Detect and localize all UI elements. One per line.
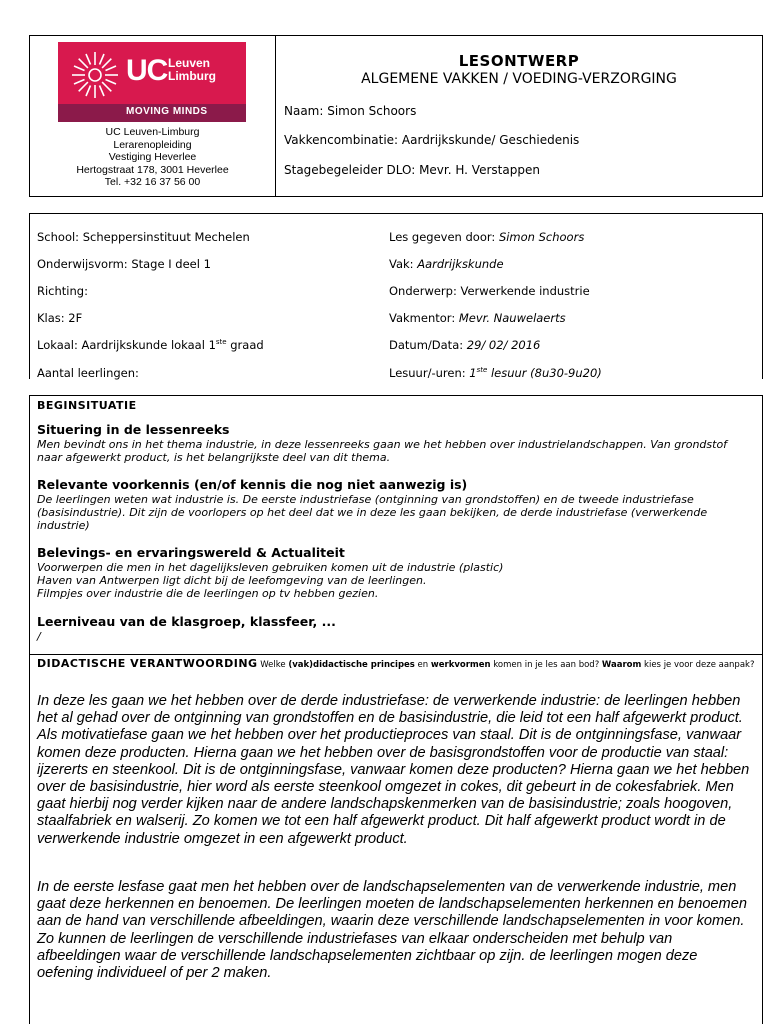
- logo-uc-text: UC: [126, 54, 168, 87]
- onderwerp-field: Onderwerp: Verwerkende industrie: [389, 284, 590, 298]
- les-gegeven-field: [389, 230, 584, 244]
- didactisch-q7: kies je voor deze aanpak?: [641, 660, 755, 670]
- belevings-heading: Belevings- en ervaringswereld & Actualiteit: [37, 545, 345, 560]
- institution-address: [30, 126, 275, 189]
- datum-value: 29/ 02/ 2016: [466, 338, 541, 352]
- didactisch-paragraph-2: In de eerste lesfase gaat men het hebben over de landschapselementen van de verwerkende industrie, men gaat deze herkennen en benoemen. De leerlingen moeten de landschapselementen herkennen en benoemen aan de hand van verschillende afbeeldingen, waarin deze verschillende landschapselementen in voor komen. Zo kunnen de leerlingen de verschillende industriefases van elkaar onderscheiden met behulp van afbeeldingen waar de verschillende landschapselementen zichtbaar op zijn. de leerlingen mogen deze oefening individueel of per 2 maken.: [37, 879, 747, 982]
- beginsituatie-heading: BEGINSITUATIE: [37, 399, 137, 412]
- vakmentor-value: Mevr. Nauwelaerts: [458, 311, 566, 325]
- institution-name: UC Leuven-Limburg: [105, 126, 200, 138]
- vak-field: [389, 257, 504, 271]
- klas-field: Klas: 2F: [37, 311, 83, 325]
- institution-line3: Vestiging Heverlee: [108, 151, 197, 163]
- didactisch-q3: en: [414, 660, 431, 670]
- onderwijsvorm-field: Onderwijsvorm: Stage I deel 1: [37, 257, 211, 271]
- vakmentor-label: Vakmentor:: [389, 311, 459, 325]
- didactisch-heading: [37, 658, 755, 671]
- vakmentor-field: [389, 311, 566, 325]
- belevings-line-2: Haven van Antwerpen ligt dicht bij de leefomgeving van de leerlingen.: [37, 574, 427, 587]
- logo-name-line1: Leuven: [168, 56, 211, 70]
- leerniveau-heading: Leerniveau van de klasgroep, klassfeer, ...: [37, 614, 336, 629]
- didactisch-title: DIDACTISCHE VERANTWOORDING: [37, 657, 258, 670]
- belevings-line-1: Voorwerpen die men in het dagelijksleven gebruiken komen uit de industrie (plastic): [37, 561, 504, 574]
- institution-line2: Lerarenopleiding: [113, 138, 192, 151]
- stagebegeleider-field: Stagebegeleider DLO: Mevr. H. Verstappen: [284, 163, 540, 177]
- didactisch-paragraph-1: In deze les gaan we het hebben over de derde industriefase: de verwerkende industrie: de leerlingen hebben het al gehad over de ontginning van grondstoffen en de basisindustrie, die leid tot een half afgewerkt product. Als motivatiefase gaan we het hebben over het productieproces van staal. Dit is de ontginningsfase, vanwaar komen deze producten. Hierna gaan we het hebben over de basisgrondstoffen voor de productie van staal: ijzererts en steenkool. Dit is de ontginningsfase, vanwaar komen deze producten? Hierna gaan we het hebben over de basisindustrie, hier word als eerste steenkool omgezet in cokes, dit gebeurt in de cokesfabriek. Men gaat hierbij nog verder kijken naar de andere landschapskenmerken van de basisindustrie; zoals hoogoven, staalfabriek en walserij. Zo komen we tot een half afgewerkt product. Dit half afgewerkt product wordt in de verwerkende industrie omgezet in een afgewerkt product.: [37, 693, 750, 847]
- naam-field: Naam: Simon Schoors: [284, 104, 417, 118]
- didactisch-q5: komen in je les aan bod?: [490, 660, 602, 670]
- logo-name: [168, 57, 216, 83]
- ucll-logo: [58, 42, 246, 122]
- leerniveau-text: /: [37, 630, 41, 643]
- header-right: [276, 36, 762, 196]
- lesuur-label: Lesuur/-uren:: [389, 366, 470, 380]
- didactisch-q1: Welke: [257, 660, 289, 670]
- les-value: Simon Schoors: [498, 230, 585, 244]
- institution-phone: Tel. +32 16 37 56 00: [104, 176, 201, 188]
- document-title: LESONTWERP: [458, 52, 580, 70]
- header-box: [29, 35, 763, 197]
- lesuur-sup: ste: [476, 366, 488, 375]
- header-left: [30, 36, 276, 196]
- institution-address-line: Hertogstraat 178, 3001 Heverlee: [76, 163, 229, 176]
- vakkencombinatie-field: Vakkencombinatie: Aardrijkskunde/ Geschiedenis: [284, 133, 580, 147]
- section-divider: [30, 654, 762, 655]
- voorkennis-text: De leerlingen weten wat industrie is. De eerste industriefase (ontginning van grondstoffen) en de tweede industriefase (basisindustrie). Dit zijn de voorlopers op het deel dat we in deze les gaan bekijken, de derde industriefase (verwerkende industrie): [37, 493, 708, 532]
- logo-name-line2: Limburg: [168, 69, 216, 83]
- didactisch-q2: (vak)didactische principes: [288, 660, 415, 670]
- lokaal-suffix: graad: [226, 338, 264, 352]
- logo-tagline: MOVING MINDS: [126, 106, 208, 117]
- situering-heading: Situering in de lessenreeks: [37, 422, 230, 437]
- situering-text: Men bevindt ons in het thema industrie, in deze lessenreeks gaan we het hebben over industrielandschappen. Van grondstof naar afgewerkt product, is het belangrijkste deel van dit thema.: [37, 438, 728, 464]
- les-label: Les gegeven door:: [389, 230, 499, 244]
- didactisch-q4: werkvormen: [430, 660, 491, 670]
- document-subtitle: ALGEMENE VAKKEN / VOEDING-VERZORGING: [361, 71, 677, 87]
- lesuur-value: [469, 366, 602, 380]
- lesson-info-box: [29, 213, 763, 379]
- vak-label: Vak:: [389, 257, 418, 271]
- lesuur-num: 1: [469, 366, 477, 380]
- lesuur-field: [389, 366, 602, 380]
- main-content-box: [29, 395, 763, 1024]
- school-field: School: Scheppersinstituut Mechelen: [37, 230, 250, 244]
- aantal-field: Aantal leerlingen:: [37, 366, 139, 380]
- datum-field: [389, 338, 540, 352]
- vak-value: Aardrijkskunde: [417, 257, 504, 271]
- lokaal-sup: ste: [215, 338, 227, 347]
- lokaal-field: [37, 338, 264, 352]
- belevings-text: [37, 561, 752, 600]
- voorkennis-heading: Relevante voorkennis (en/of kennis die nog niet aanwezig is): [37, 477, 468, 492]
- lokaal-text: Lokaal: Aardrijkskunde lokaal 1: [37, 338, 216, 352]
- lesuur-rest: lesuur (8u30-9u20): [487, 366, 602, 380]
- richting-field: Richting:: [37, 284, 88, 298]
- logo-sunburst-icon: [70, 50, 120, 100]
- belevings-line-3: Filmpjes over industrie die de leerlingen op tv hebben gezien.: [37, 587, 379, 600]
- didactisch-q6: Waarom: [601, 660, 642, 670]
- datum-label: Datum/Data:: [389, 338, 467, 352]
